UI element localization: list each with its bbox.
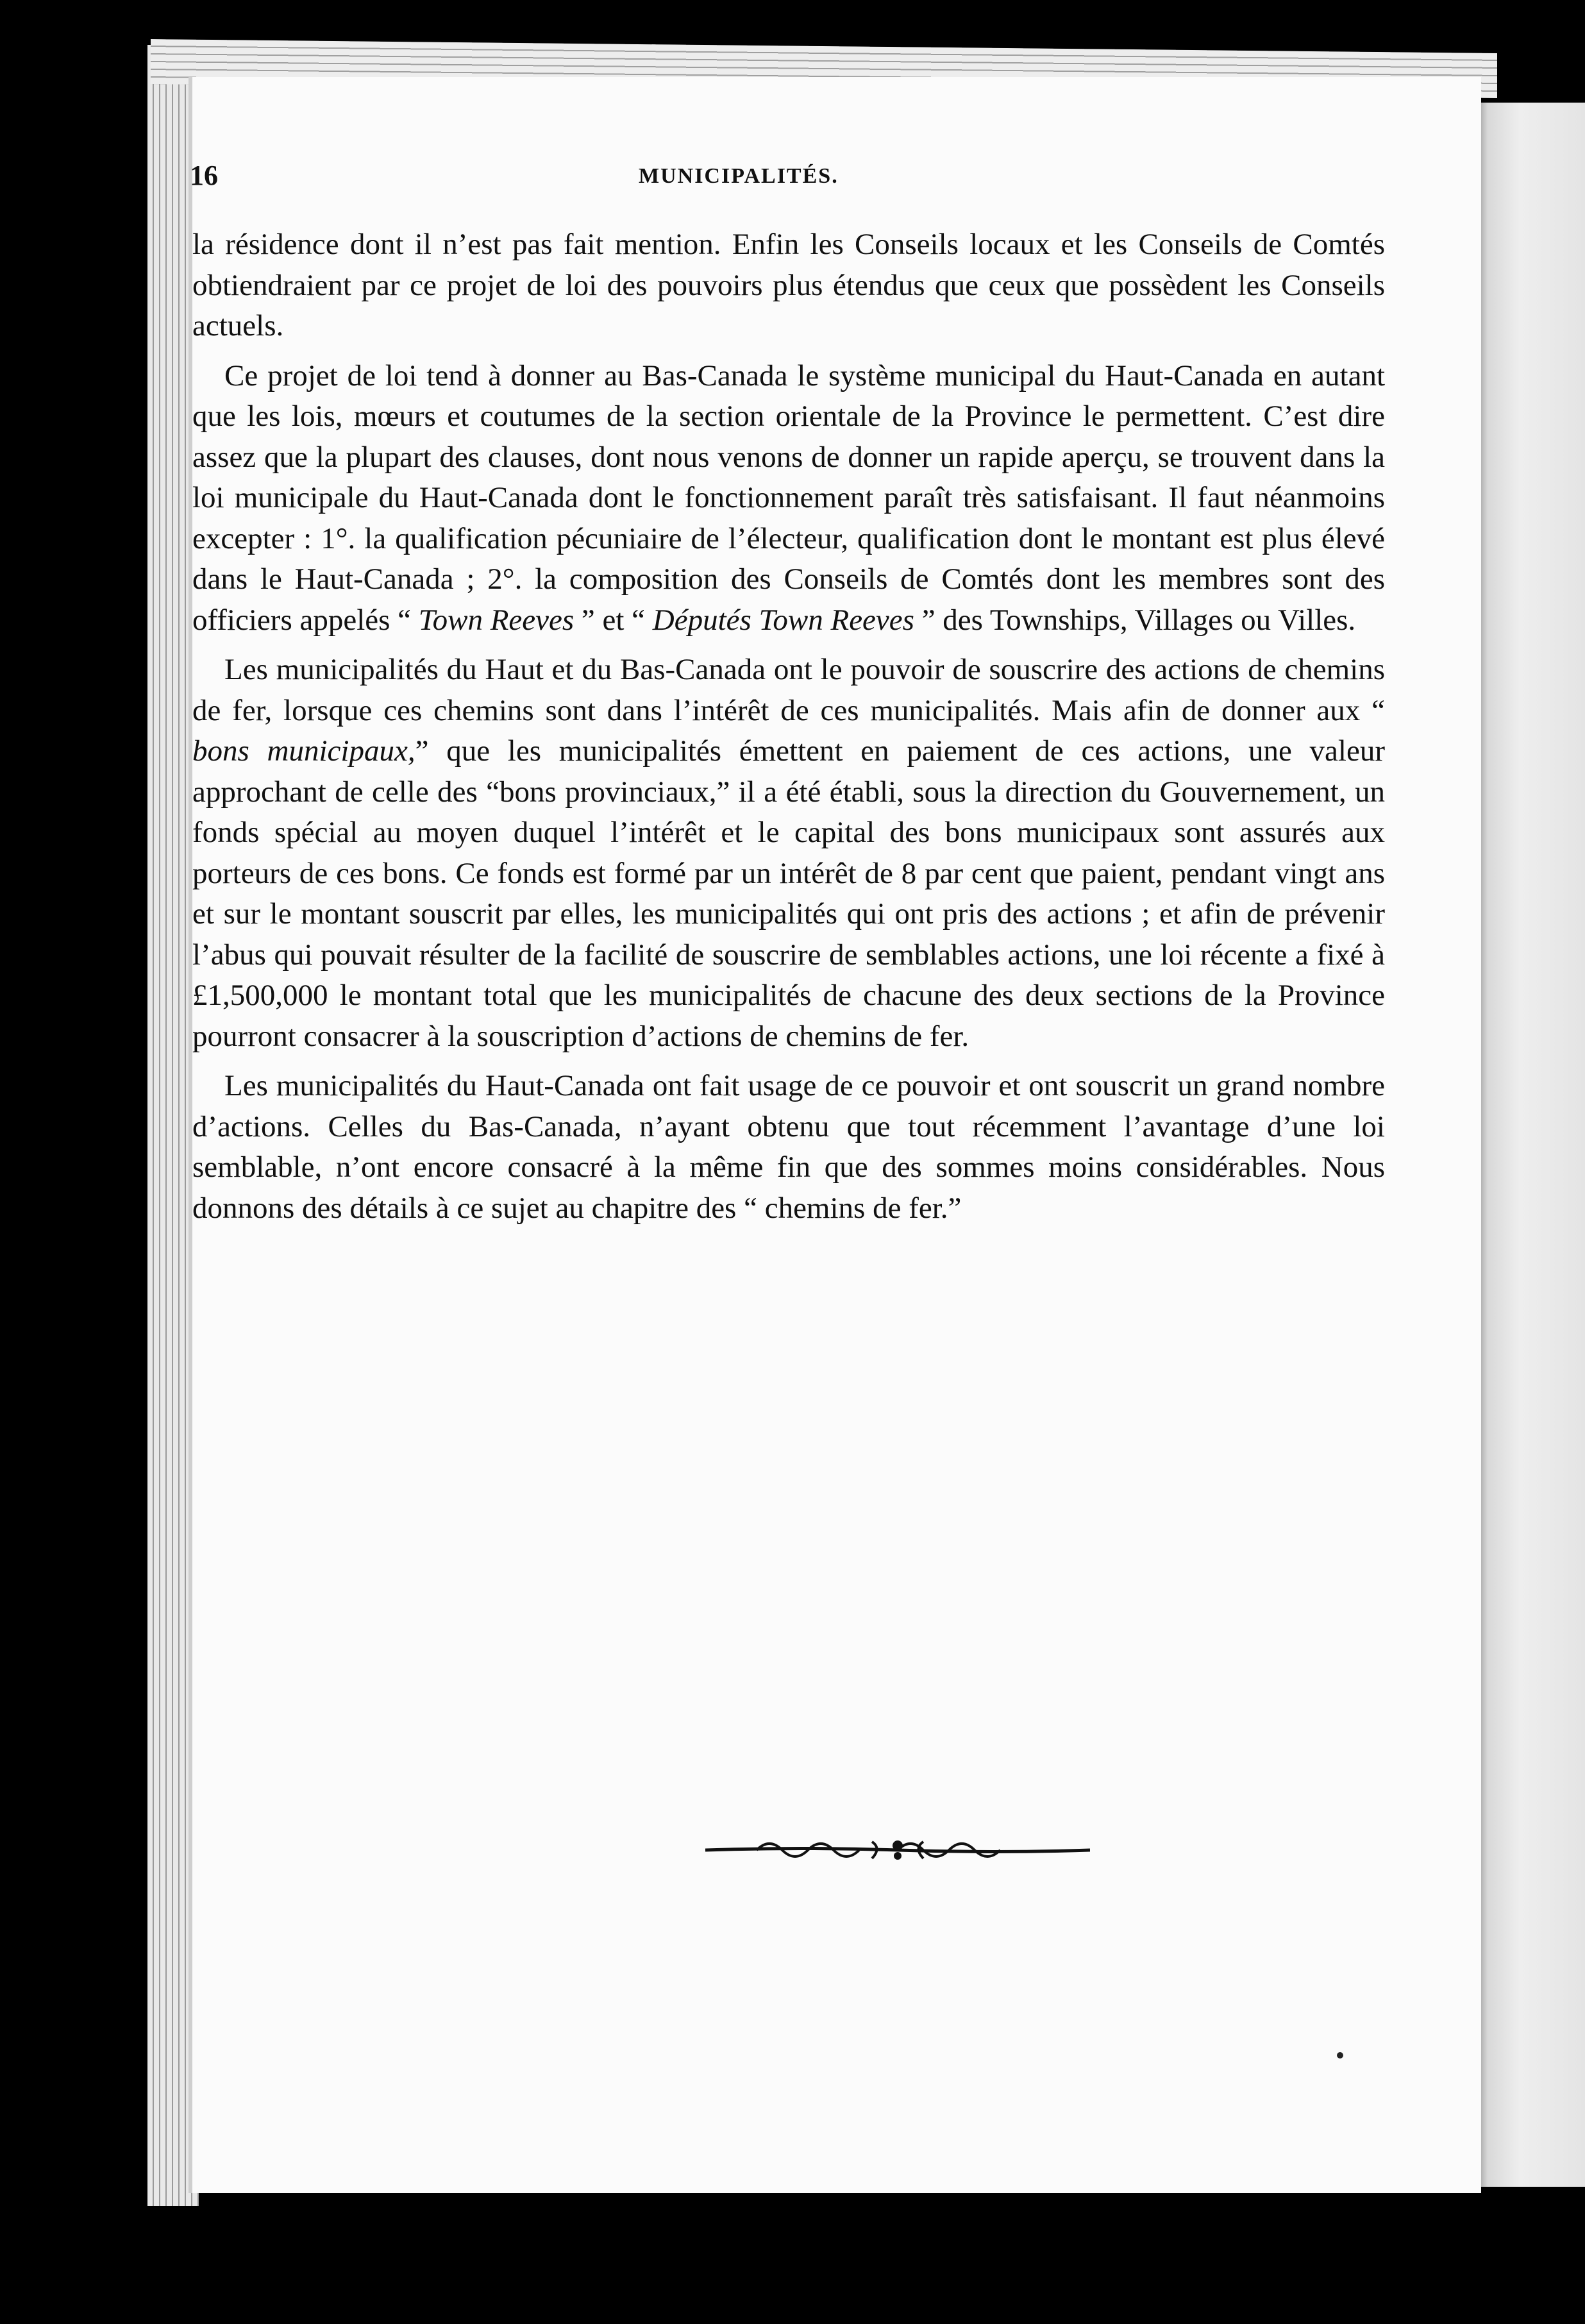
paragraph-2-italic-town-reeves: Town Reeves — [418, 603, 574, 637]
paragraph-2-text-a: Ce projet de loi tend à donner au Bas-Canada le système municipal du Haut-Canada en autant que les lois, mœurs et coutumes de la section orientale de la Province le permettent. C’est dire assez que la plupart des clauses, dont nous venons de donner un rapide aperçu, se trouvent dans la loi municipale du Haut-Canada dont le fonctionnement paraît très satisfaisant. Il faut néanmoins excepter : 1°. la qualification pécuniaire de l’électeur, qualification dont le montant est plus élevé dans le Haut-Canada ; 2°. la composition des Conseils de Comtés dont les membres sont des officiers appelés “ — [192, 358, 1385, 637]
paragraph-2 — [192, 356, 1385, 641]
paragraph-3-italic-bons: bons municipaux, — [192, 734, 415, 768]
page-number: 16 — [190, 160, 218, 191]
page-speck — [1337, 2052, 1343, 2059]
decorative-tailpiece-icon — [705, 1834, 1090, 1866]
paragraph-2-text-b: ” et “ — [581, 603, 646, 637]
paragraph-2-text-c: ” des Townships, Villages ou Villes. — [921, 603, 1356, 637]
paragraph-4: Les municipalités du Haut-Canada ont fait usage de ce pouvoir et ont souscrit un grand nombre d’actions. Celles du Bas-Canada, n’ayant obtenu que tout récemment l’avantage d’une loi semblable, n’ont encore consacré à la même fin que des sommes moins considérables. Nous donnons des détails à ce sujet au chapitre des “ chemins de fer.” — [192, 1069, 1385, 1225]
paragraph-2-italic-deputes: Députés Town Reeves — [652, 603, 914, 637]
running-head: MUNICIPALITÉS. — [639, 164, 839, 188]
page-stack-edge — [147, 45, 199, 2206]
facing-page-edge — [1468, 103, 1585, 2187]
paragraph-3-text-a: Les municipalités du Haut et du Bas-Canada ont le pouvoir de souscrire des actions de chemins de fer, lorsque ces chemins sont dans l’intérêt de ces municipalités. Mais afin de donner aux “ — [192, 653, 1385, 727]
paragraph-3-text-b: ” que les municipalités émettent en paiement de ces actions, une valeur approchant de celle des “bons provinciaux,” il a été établi, sous la direction du Gouvernement, un fonds spécial au moyen duquel l’intérêt et le capital des bons municipaux sont assurés aux porteurs de ces bons. Ce fonds est formé par un intérêt de 8 par cent que paient, pendant vingt ans et sur le montant souscrit par elles, les municipalités qui ont pris des actions ; et afin de prévenir l’abus qui pouvait résulter de la facilité de souscrire de semblables actions, une loi récente a fixé à £1,500,000 le montant total que les municipalités de chacune des deux sections de la Province pourront consacrer à la souscription d’actions de chemins de fer. — [192, 734, 1385, 1053]
paragraph-1: la résidence dont il n’est pas fait mention. Enfin les Conseils locaux et les Conseils de Comtés obtiendraient par ce projet de loi des pouvoirs plus étendus que ceux que possèdent les Conseils actuels. — [192, 228, 1385, 342]
page-header — [190, 159, 1305, 204]
paragraph-3 — [192, 650, 1385, 1057]
body-text — [192, 224, 1385, 1229]
